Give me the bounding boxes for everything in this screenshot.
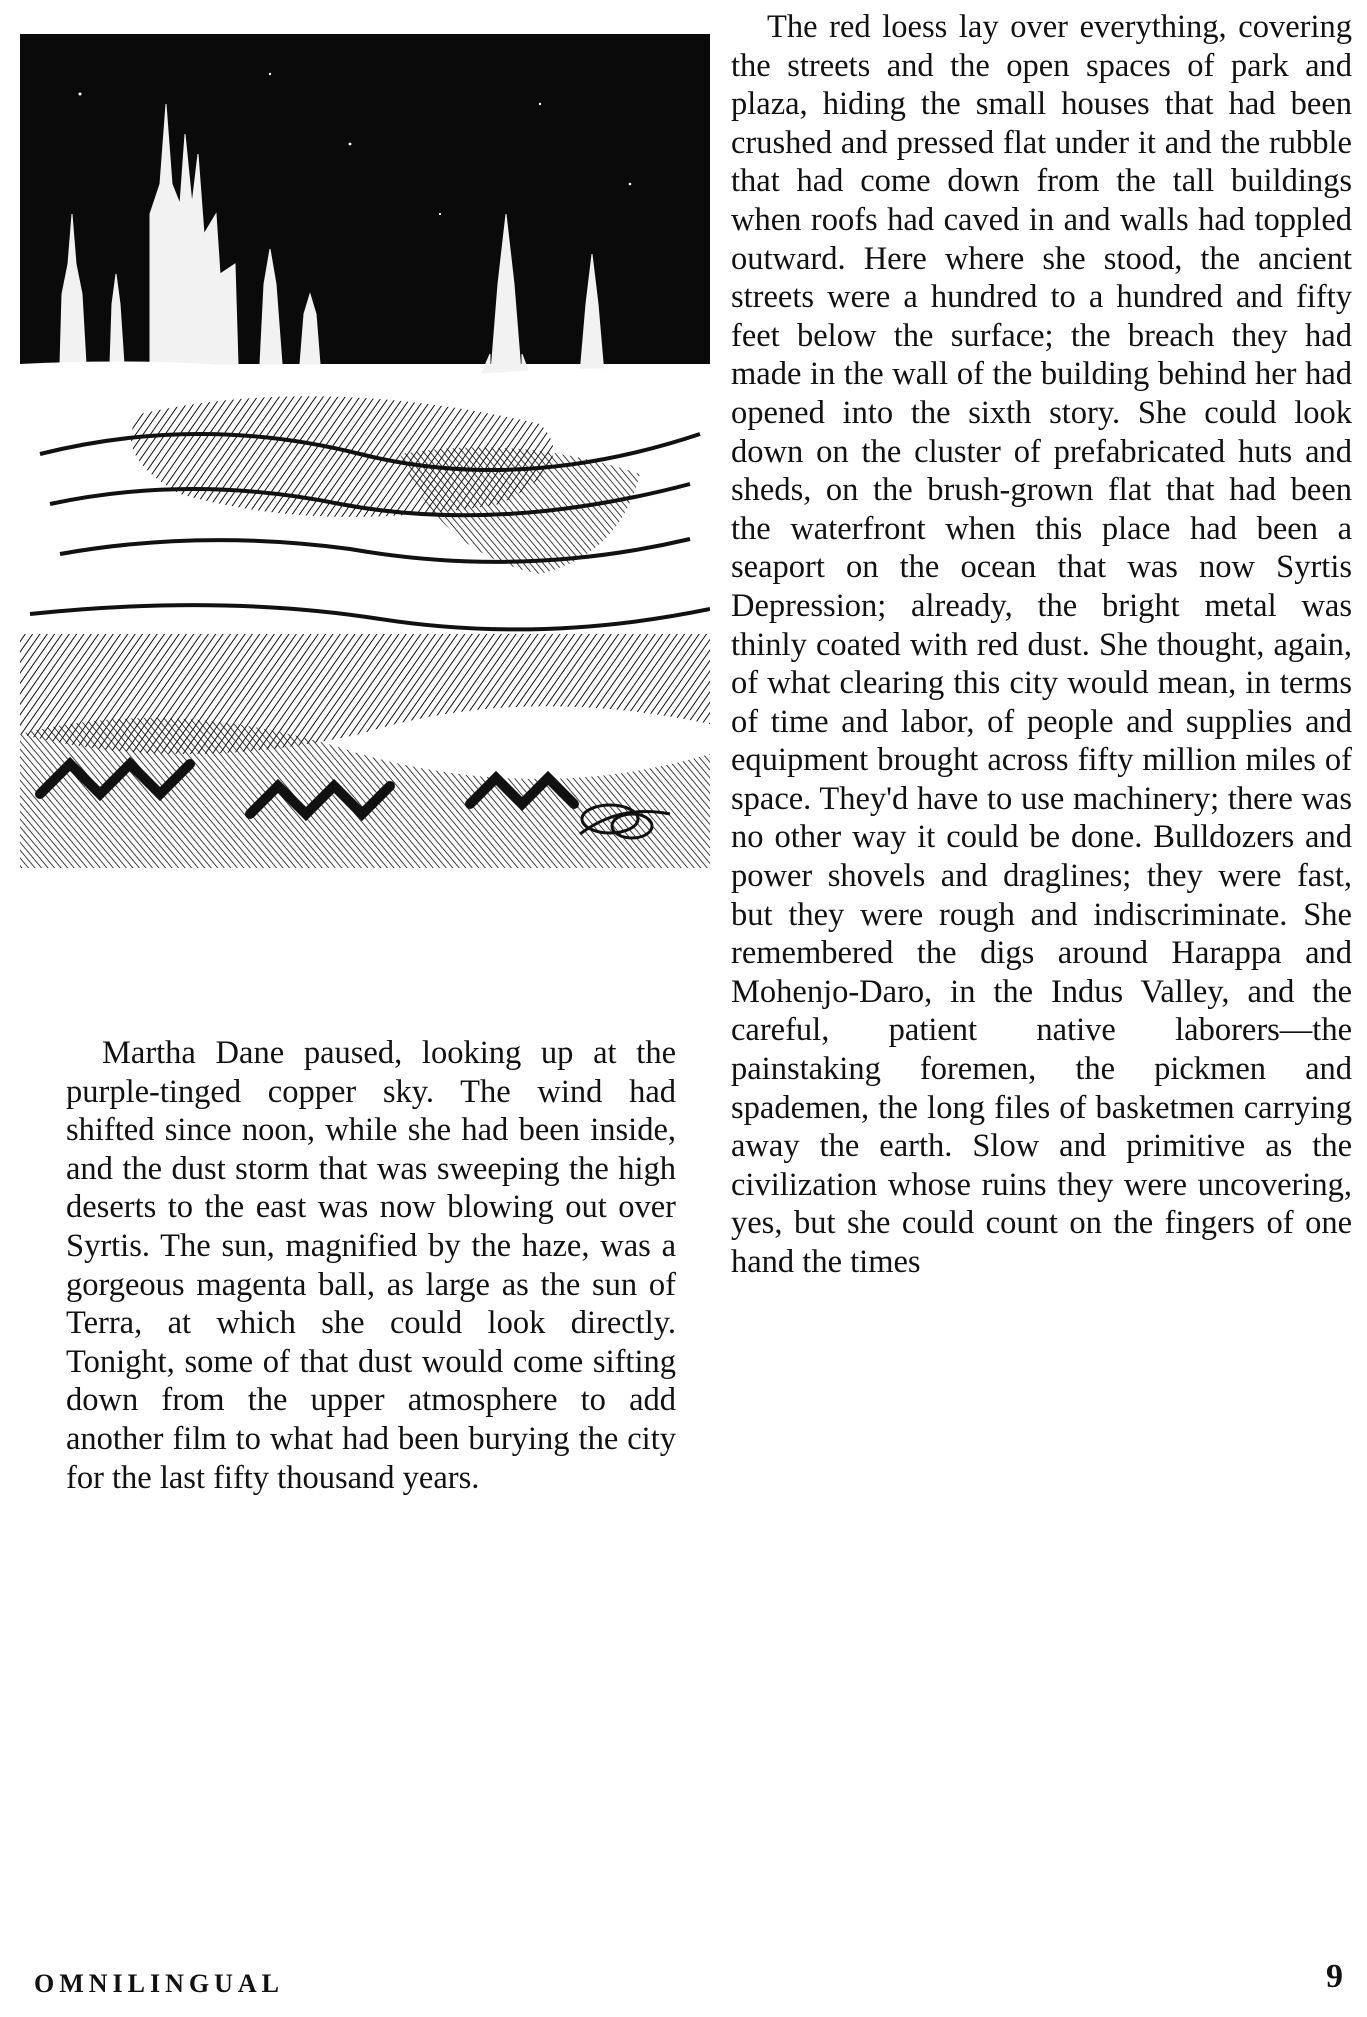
- story-illustration: [20, 34, 710, 868]
- right-text-column: [731, 8, 1352, 1282]
- page-number: 9: [1326, 1958, 1343, 1995]
- right-paragraph: The red loess lay over everything, covering the streets and the open spaces of park and plaza, hiding the small houses that had been crushed and pressed flat under it and the rubble that had come down from the tall buildings when roofs had caved in and walls had toppled outward. Here where she stood, the ancient streets were a hundred to a hundred and fifty feet below the surface; the breach they had made in the wall of the building behind her had opened into the sixth story. She could look down on the cluster of prefabricated huts and sheds, on the brush-grown flat that had been the waterfront when this place had been a seaport on the ocean that was now Syrtis Depression; already, the bright metal was thinly coated with red dust. She thought, again, of what clearing this city would mean, in terms of time and labor, of people and supplies and equipment brought across fifty million miles of space. They'd have to use machinery; there was no other way it could be done. Bulldozers and power shovels and draglines; they were fast, but they were rough and indiscriminate. She remembered the digs around Harappa and Mohenjo-Daro, in the Indus Valley, and the careful, patient native laborers—the painstaking foremen, the pickmen and spademen, the long files of basketmen carrying away the earth. Slow and primitive as the civilization whose ruins they were uncovering, yes, but she could count on the fingers of one hand the times: [731, 9, 1352, 1280]
- left-paragraph: Martha Dane paused, looking up at the purple-tinged copper sky. The wind had shifted since noon, while she had been inside, and the dust storm that was sweeping the high deserts to the east was now blowing out over Syrtis. The sun, magnified by the haze, was a gorgeous magenta ball, as large as the sun of Terra, at which she could look directly. Tonight, some of that dust would come sifting down from the upper atmosphere to add another film to what had been burying the city for the last fifty thousand years.: [66, 1035, 676, 1496]
- left-text-column: [66, 1034, 676, 1497]
- running-title: OMNILINGUAL: [34, 1969, 285, 1998]
